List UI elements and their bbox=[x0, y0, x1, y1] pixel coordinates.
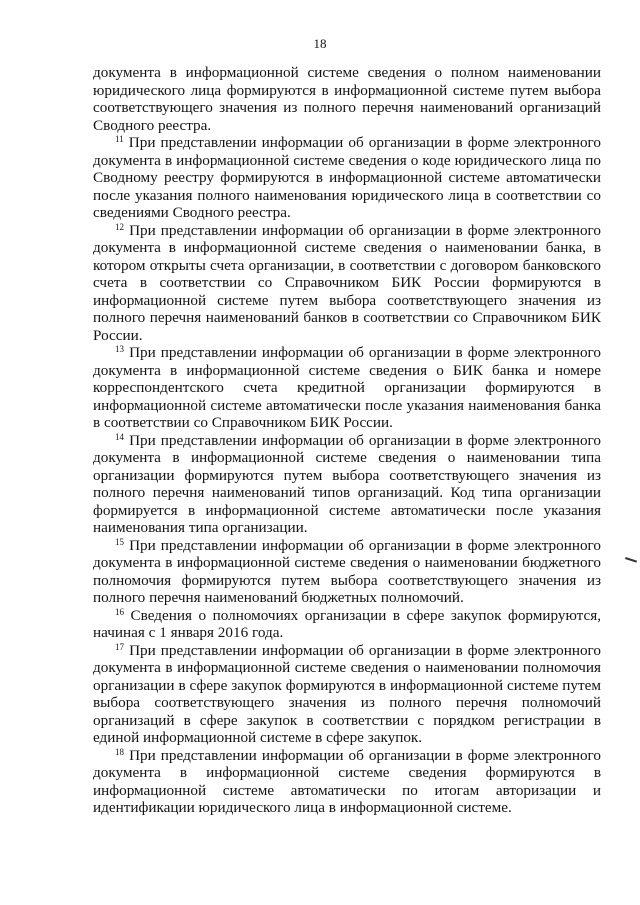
paragraph-text: При представлении информации об организации в форме электронного документа в информационной системе сведения формируются в информационной системе автоматически по итогам авторизации и идентификации юридического лица в информационной системе. bbox=[93, 746, 601, 816]
footnote-paragraph-13 bbox=[93, 344, 601, 432]
footnote-marker: 11 bbox=[115, 134, 124, 144]
paragraph-text: документа в информационной системе сведения о полном наименовании юридического лица формируются в информационной системе путем выбора соответствующего значения из полного перечня наименований организаций Сводного реестра. bbox=[93, 64, 601, 134]
body-text bbox=[93, 64, 601, 817]
footnote-paragraph-15 bbox=[93, 537, 601, 607]
footnote-paragraph-18 bbox=[93, 747, 601, 817]
paragraph-text: При представлении информации об организации в форме электронного документа в информационной системе сведения о наименовании бюджетного полномочия формируются путем выбора соответствующего значения из полного перечня наименований бюджетных полномочий. bbox=[93, 536, 601, 606]
footnote-marker: 15 bbox=[115, 536, 124, 547]
footnote-marker: 13 bbox=[115, 344, 124, 354]
footnote-marker: 14 bbox=[115, 431, 124, 442]
paragraph-text: При представлении информации об организации в форме электронного документа в информационной системе сведения о наименовании типа организации формируются путем выбора соответствующего значения из полного перечня наименований типов организаций. Код типа организации формируется в информационной системе автоматически после указания наименования типа организации. bbox=[93, 431, 601, 536]
paragraph-text: При представлении информации об организации в форме электронного документа в информационной системе сведения о наименовании полномочия организации в сфере закупок формируются в информационной системе путем выбора соответствующего значения из полного перечня полномочий организаций в сфере закупок в соответствии с порядком регистрации в единой информационной системе в сфере закупок. bbox=[93, 641, 601, 746]
paragraph-text: При представлении информации об организации в форме электронного документа в информационной системе сведения о наименовании банка, в котором открыты счета организации, в соответствии с договором банковского счета в соответствии со Справочником БИК России формируются в информационной системе путем выбора соответствующего значения из полного перечня наименований банков в соответствии со Справочником БИК России. bbox=[93, 221, 601, 344]
footnote-paragraph-14 bbox=[93, 432, 601, 537]
footnote-paragraph-11 bbox=[93, 134, 601, 222]
scan-edge-mark bbox=[625, 551, 639, 562]
paragraph-text: При представлении информации об организации в форме электронного документа в информационной системе сведения о БИК банка и номере корреспондентского счета кредитной организации формируются в информационной системе автоматически после указания наименования банка в соответствии со Справочником БИК России. bbox=[93, 344, 601, 431]
paragraph-text: При представлении информации об организации в форме электронного документа в информационной системе сведения о коде юридического лица по Сводному реестру формируются в информационной системе автоматически после указания полного наименования юридического лица в соответствии со сведениями Сводного реестра. bbox=[93, 134, 601, 221]
footnote-marker: 12 bbox=[115, 221, 124, 232]
footnote-marker: 17 bbox=[115, 641, 124, 652]
footnote-marker: 18 bbox=[115, 746, 124, 757]
footnote-paragraph-16 bbox=[93, 607, 601, 642]
footnote-paragraph-12 bbox=[93, 222, 601, 345]
footnote-marker: 16 bbox=[115, 606, 124, 617]
footnote-paragraph-17 bbox=[93, 642, 601, 747]
paragraph-text: Сведения о полномочиях организации в сфере закупок формируются, начиная с 1 января 2016 года. bbox=[93, 606, 601, 641]
page-number: 18 bbox=[313, 36, 327, 51]
paragraph-continuation bbox=[93, 64, 601, 134]
